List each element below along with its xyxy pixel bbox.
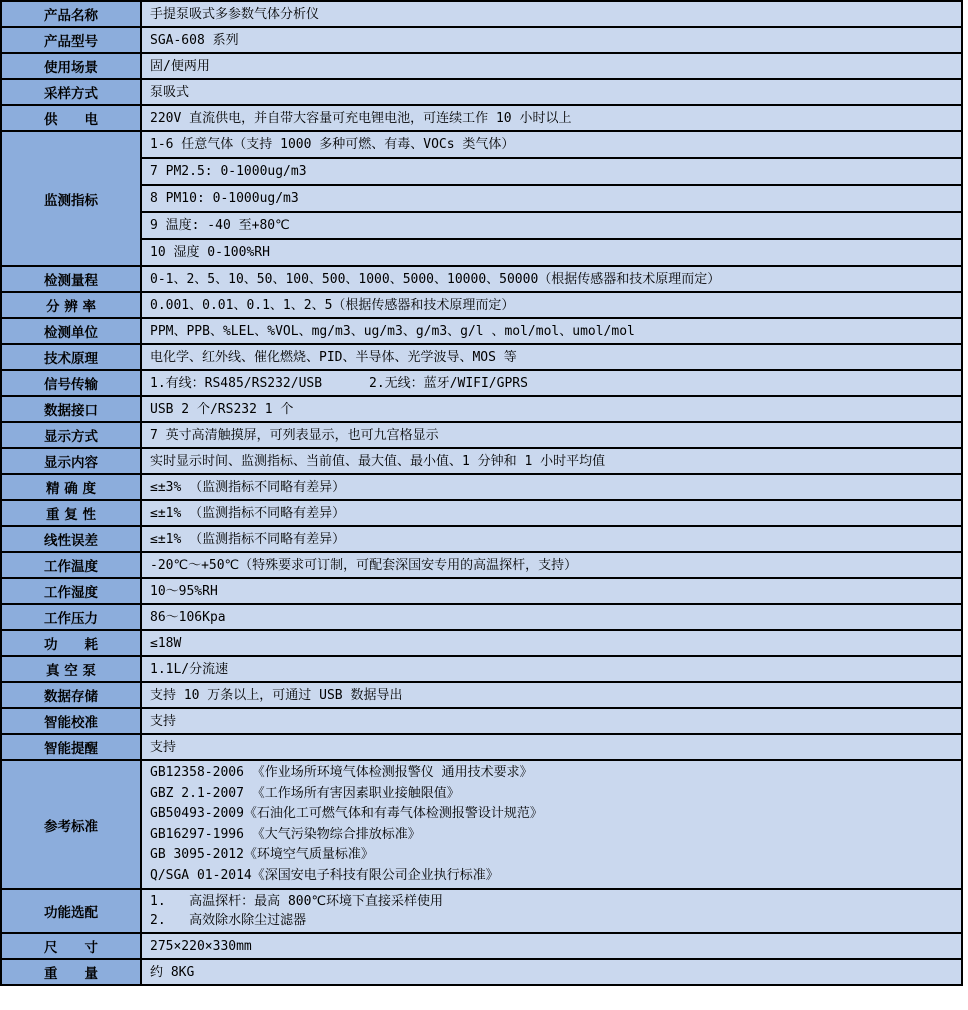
table-row [1, 933, 962, 959]
spec-value-cell: ≤±1% （监测指标不同略有差异） [141, 526, 962, 552]
table-row [1, 396, 962, 422]
spec-label-cell: 工作温度 [1, 552, 141, 578]
table-row [1, 959, 962, 985]
table-row [1, 474, 962, 500]
spec-value-line: GB12358-2006 《作业场所环境气体检测报警仪 通用技术要求》 [150, 765, 533, 780]
table-row [1, 682, 962, 708]
spec-value-cell: 支持 [141, 708, 962, 734]
spec-value-cell: 泵吸式 [141, 79, 962, 105]
spec-label-cell: 使用场景 [1, 53, 141, 79]
spec-label-cell: 检测单位 [1, 318, 141, 344]
spec-value-cell: 电化学、红外线、催化燃烧、PID、半导体、光学波导、MOS 等 [141, 344, 962, 370]
spec-label-cell: 监测指标 [1, 131, 141, 266]
spec-value-cell [141, 760, 962, 889]
spec-value-cell: 手提泵吸式多参数气体分析仪 [141, 1, 962, 27]
spec-label-cell: 采样方式 [1, 79, 141, 105]
spec-table-body [1, 1, 962, 985]
spec-label-cell: 显示方式 [1, 422, 141, 448]
spec-value-line: GB16297-1996 《大气污染物综合排放标准》 [150, 826, 421, 842]
spec-value-cell: ≤±3% （监测指标不同略有差异） [141, 474, 962, 500]
spec-value-cell: SGA-608 系列 [141, 27, 962, 53]
table-row [1, 131, 962, 158]
table-row [1, 370, 962, 396]
spec-value-cell: 固/便两用 [141, 53, 962, 79]
spec-label-cell: 数据存储 [1, 682, 141, 708]
spec-value-cell: 支持 10 万条以上，可通过 USB 数据导出 [141, 682, 962, 708]
spec-value-line: GB 3095-2012《环境空气质量标准》 [150, 847, 374, 862]
table-row [1, 889, 962, 933]
table-row [1, 630, 962, 656]
spec-value-cell: -20℃～+50℃（特殊要求可订制，可配套深国安专用的高温探杆，支持） [141, 552, 962, 578]
spec-label-cell: 功能选配 [1, 889, 141, 933]
spec-value-cell: 1.1L/分流速 [141, 656, 962, 682]
spec-value-cell: 1-6 任意气体（支持 1000 多种可燃、有毒、VOCs 类气体） [141, 131, 962, 158]
table-row [1, 53, 962, 79]
spec-value-line: 1. 高温探杆：最高 800℃环境下直接采样使用 [150, 894, 444, 909]
spec-value-cell: ≤±1% （监测指标不同略有差异） [141, 500, 962, 526]
spec-value-line: GBZ 2.1-2007 《工作场所有害因素职业接触限值》 [150, 785, 460, 801]
table-row [1, 422, 962, 448]
spec-value-cell: 275×220×330mm [141, 933, 962, 959]
spec-label-cell: 产品名称 [1, 1, 141, 27]
spec-label-cell: 线性误差 [1, 526, 141, 552]
spec-value-cell: 8 PM10: 0-1000ug/m3 [141, 185, 962, 212]
spec-label-cell: 重 复 性 [1, 500, 141, 526]
table-row [1, 500, 962, 526]
spec-label-cell: 真 空 泵 [1, 656, 141, 682]
spec-label-cell: 信号传输 [1, 370, 141, 396]
table-row [1, 734, 962, 760]
spec-value-cell: 0.001、0.01、0.1、1、2、5（根据传感器和技术原理而定） [141, 292, 962, 318]
table-row [1, 708, 962, 734]
table-row [1, 318, 962, 344]
spec-value-cell: 0-1、2、5、10、50、100、500、1000、5000、10000、50000（根据传感器和技术原理而定） [141, 266, 962, 292]
spec-label-cell: 智能提醒 [1, 734, 141, 760]
spec-value-cell [141, 889, 962, 933]
table-row [1, 105, 962, 131]
spec-value-cell: 10～95%RH [141, 578, 962, 604]
spec-value-cell: 支持 [141, 734, 962, 760]
spec-value-cell: 220V 直流供电，并自带大容量可充电锂电池，可连续工作 10 小时以上 [141, 105, 962, 131]
table-row [1, 158, 962, 185]
spec-label-cell: 智能校准 [1, 708, 141, 734]
spec-label-cell: 参考标准 [1, 760, 141, 889]
spec-value-cell: 7 英寸高清触摸屏，可列表显示，也可九宫格显示 [141, 422, 962, 448]
table-row [1, 552, 962, 578]
spec-label-cell: 产品型号 [1, 27, 141, 53]
table-row [1, 79, 962, 105]
table-row [1, 292, 962, 318]
spec-value-cell: 10 湿度 0-100%RH [141, 239, 962, 266]
spec-value-cell: 约 8KG [141, 959, 962, 985]
spec-label-cell: 分 辨 率 [1, 292, 141, 318]
spec-value-cell: 86～106Kpa [141, 604, 962, 630]
spec-label-cell: 工作湿度 [1, 578, 141, 604]
spec-value-cell: 1.有线：RS485/RS232/USB 2.无线：蓝牙/WIFI/GPRS [141, 370, 962, 396]
table-row [1, 656, 962, 682]
table-row [1, 1, 962, 27]
table-row [1, 604, 962, 630]
spec-label-cell: 技术原理 [1, 344, 141, 370]
table-row [1, 760, 962, 889]
table-row [1, 185, 962, 212]
spec-label-cell: 重 量 [1, 959, 141, 985]
table-row [1, 266, 962, 292]
spec-label-cell: 显示内容 [1, 448, 141, 474]
spec-value-cell: USB 2 个/RS232 1 个 [141, 396, 962, 422]
spec-label-cell: 精 确 度 [1, 474, 141, 500]
spec-label-cell: 尺 寸 [1, 933, 141, 959]
spec-label-cell: 功 耗 [1, 630, 141, 656]
spec-value-cell: 7 PM2.5: 0-1000ug/m3 [141, 158, 962, 185]
spec-value-cell: PPM、PPB、%LEL、%VOL、mg/m3、ug/m3、g/m3、g/l 、mol/mol、umol/mol [141, 318, 962, 344]
spec-value-line: GB50493-2009《石油化工可燃气体和有毒气体检测报警设计规范》 [150, 806, 543, 821]
spec-label-cell: 工作压力 [1, 604, 141, 630]
spec-value-line: Q/SGA 01-2014《深国安电子科技有限公司企业执行标准》 [150, 867, 499, 883]
table-row [1, 578, 962, 604]
table-row [1, 27, 962, 53]
spec-value-cell: 实时显示时间、监测指标、当前值、最大值、最小值、1 分钟和 1 小时平均值 [141, 448, 962, 474]
table-row [1, 239, 962, 266]
spec-value-cell: ≤18W [141, 630, 962, 656]
spec-label-cell: 检测量程 [1, 266, 141, 292]
spec-value-line: 2. 高效除水除尘过滤器 [150, 913, 307, 928]
table-row [1, 526, 962, 552]
spec-label-cell: 数据接口 [1, 396, 141, 422]
table-row [1, 448, 962, 474]
spec-value-cell: 9 温度: -40 至+80℃ [141, 212, 962, 239]
table-row [1, 212, 962, 239]
table-row [1, 344, 962, 370]
spec-label-cell: 供 电 [1, 105, 141, 131]
